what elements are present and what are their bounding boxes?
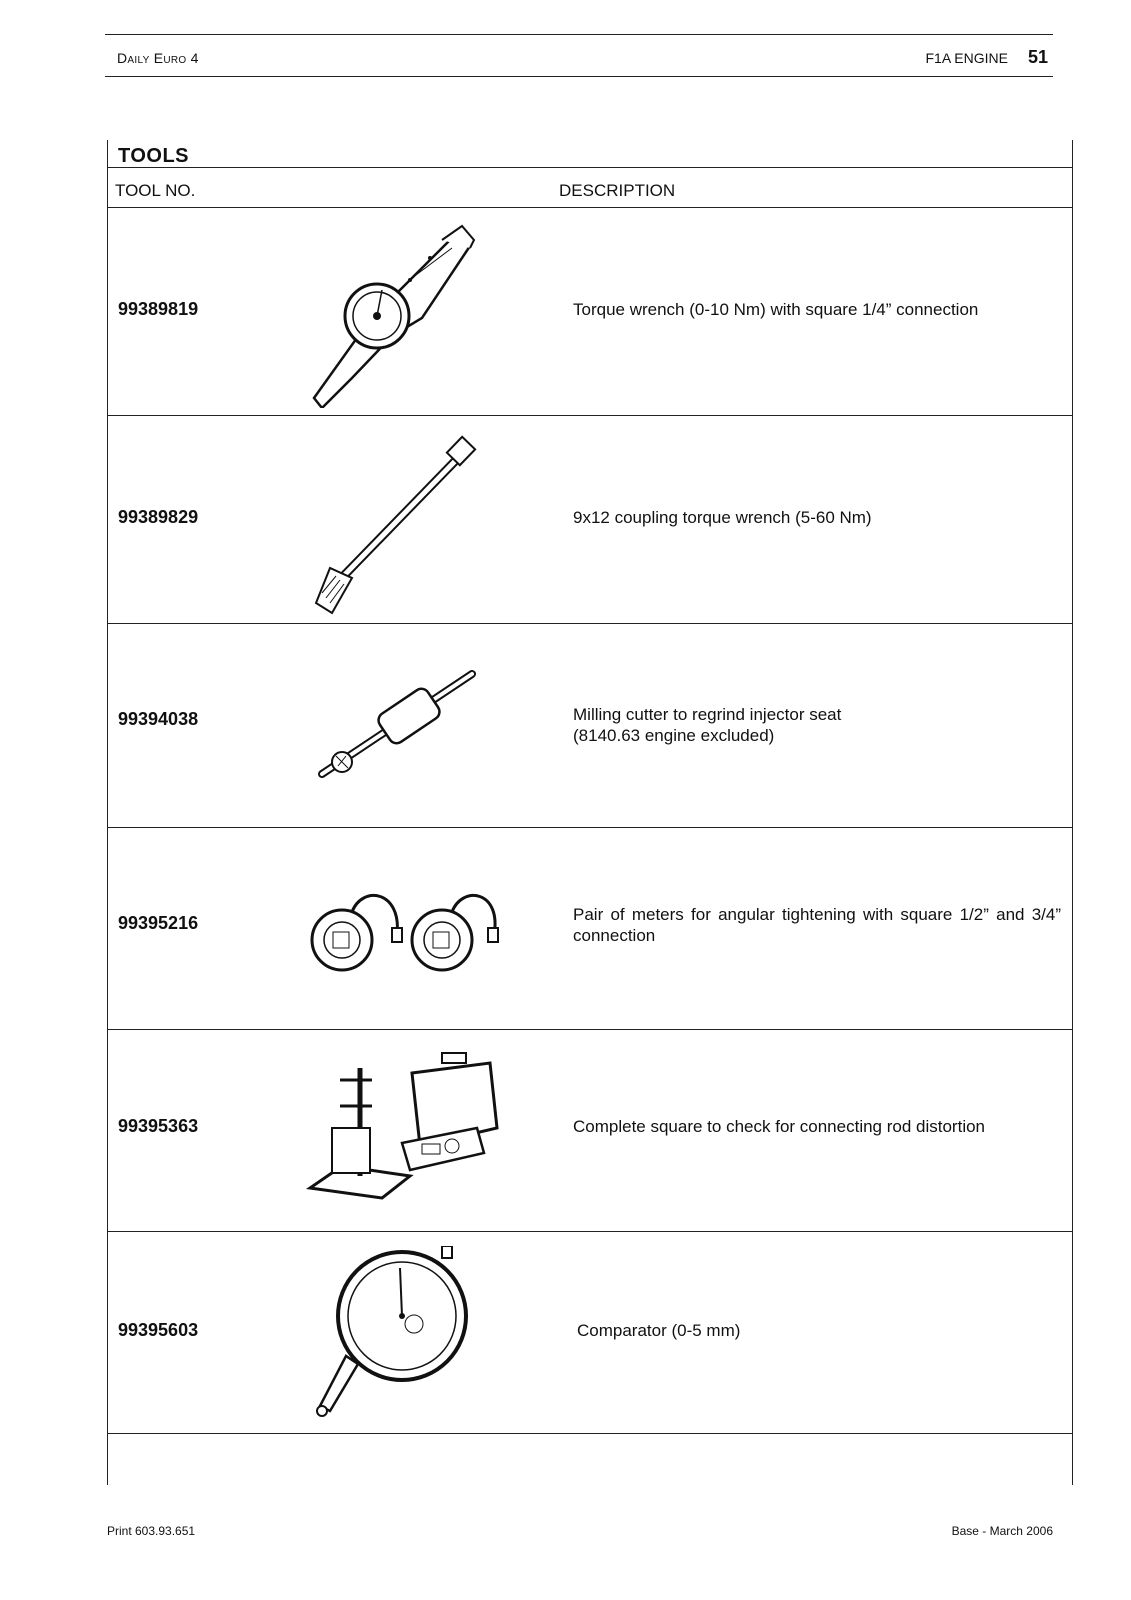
title-divider — [107, 167, 1073, 168]
table-row — [107, 415, 1073, 624]
base-date: Base - March 2006 — [951, 1524, 1053, 1538]
tools-table — [107, 140, 1073, 1485]
tool-number: 99395216 — [118, 913, 199, 933]
column-header-tool-no: TOOL NO. — [115, 181, 196, 200]
torque-wrench-dial-icon — [302, 218, 502, 408]
column-header-description: DESCRIPTION — [559, 181, 676, 200]
tool-number: 99395363 — [118, 1116, 199, 1136]
tool-number: 99389819 — [118, 299, 199, 319]
table-row — [107, 827, 1073, 1030]
header-top-rule — [105, 34, 1053, 35]
tool-description: Milling cutter to regrind injector seat (8140.63 engine excluded) — [573, 705, 842, 745]
tool-description: Complete square to check for connecting rod distortion — [573, 1117, 986, 1136]
coupling-torque-wrench-icon — [302, 428, 502, 618]
print-reference: Print 603.93.651 — [107, 1524, 196, 1538]
tool-description: 9x12 coupling torque wrench (5-60 Nm) — [573, 508, 872, 527]
table-title: TOOLS — [118, 145, 190, 167]
table-row — [107, 1029, 1073, 1232]
tool-number: 99389829 — [118, 507, 199, 527]
dial-comparator-icon — [302, 1246, 502, 1421]
table-row — [107, 623, 1073, 828]
tool-description: Comparator (0-5 mm) — [577, 1321, 741, 1340]
angle-meters-icon — [302, 880, 502, 980]
tool-description: Pair of meters for angular tightening with square 1/2” and 3/4” connection — [573, 905, 1061, 945]
tool-description: Torque wrench (0-10 Nm) with square 1/4” connection — [573, 300, 979, 319]
section-header — [926, 47, 1049, 68]
table-row — [107, 1231, 1073, 1434]
table-bottom-rule — [107, 1433, 1073, 1434]
header-bottom-rule — [105, 76, 1053, 77]
milling-cutter-icon — [302, 654, 502, 794]
tool-number: 99395603 — [118, 1320, 199, 1340]
table-row — [107, 207, 1073, 416]
manual-title: Daily Euro 4 — [117, 50, 199, 66]
tool-number: 99394038 — [118, 709, 199, 729]
section-title: F1A ENGINE — [925, 50, 1008, 66]
page-number: 51 — [1027, 47, 1048, 67]
rod-distortion-square-icon — [302, 1048, 502, 1213]
